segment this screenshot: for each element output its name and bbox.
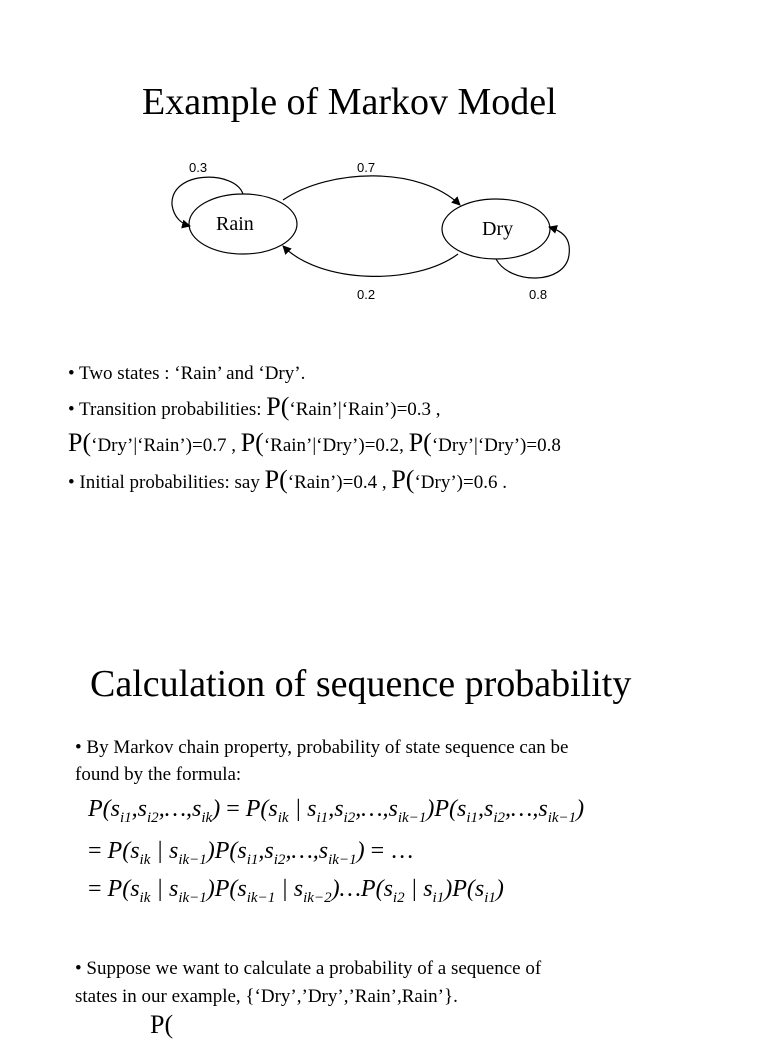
edge-label-dry-rain: 0.2 xyxy=(357,287,376,302)
bullet-initial-probabilities: • Initial probabilities: say P(‘Rain’)=0.4 , P(‘Dry’)=0.6 . xyxy=(68,465,507,494)
edge-label-dry-dry: 0.8 xyxy=(529,287,548,302)
bullet-sequence-example-line1: • Suppose we want to calculate a probability of a sequence of xyxy=(75,958,542,979)
edge-label-rain-rain: 0.3 xyxy=(189,160,208,175)
transition-dry-dry: ‘Dry’|‘Dry’)=0.8 xyxy=(431,435,561,456)
bullet-markov-property-line1: • By Markov chain property, probability of state sequence can be xyxy=(75,737,569,758)
edge-dry-rain xyxy=(283,246,458,276)
edge-rain-dry xyxy=(283,176,460,205)
initial-rain: ‘Rain’)=0.4 , xyxy=(287,472,392,493)
formula-line2: = $P(s_{ik}$ | $s_{ik-1})P(s_{i1},s_{i2},\dots,s_{ik-1})$ = … xyxy=(88,838,415,868)
transition-rain-rain: ‘Rain’|‘Rain’)=0.3 , xyxy=(289,399,441,420)
slide1-title: Example of Markov Model xyxy=(142,81,557,123)
rain-node-label: Rain xyxy=(216,213,254,235)
cutoff-formula-start: P( xyxy=(150,1010,174,1039)
bullet-sequence-example-line2: states in our example, {‘Dry’,’Dry’,’Rain’,Rain’}. xyxy=(75,986,458,1007)
formula-line1: $P(s_{i1},s_{i2},\dots,s_{ik}) = P(s_{ik}$ | $s_{i1},s_{i2},\dots,s_{ik-1})P(s_{i1},s_{i2},\dots,s_{ik-1})$ xyxy=(88,796,585,826)
transition-rain-dry: ‘Rain’|‘Dry’)=0.2, xyxy=(263,435,409,456)
slide2-title: Calculation of sequence probability xyxy=(90,663,632,705)
bullet-transition-probabilities: • Transition probabilities: P(‘Rain’|‘Rain’)=0.3 , xyxy=(68,392,441,421)
transition-probabilities-line2: P(‘Dry’|‘Rain’)=0.7 , P(‘Rain’|‘Dry’)=0.2, P(‘Dry’|‘Dry’)=0.8 xyxy=(68,428,561,457)
transition-prefix: • Transition probabilities: xyxy=(68,399,267,420)
formula-line3: = $P(s_{ik}$ | $s_{ik-1})P(s_{ik-1}$ | $s_{ik-2})\dots P(s_{i2}$ | $s_{i1})P(s_{i1})$ xyxy=(88,876,504,906)
bullet-two-states: • Two states : ‘Rain’ and ‘Dry’. xyxy=(68,363,306,384)
initial-prefix: • Initial probabilities: say xyxy=(68,472,265,493)
dry-node-label: Dry xyxy=(482,218,514,240)
initial-dry: ‘Dry’)=0.6 . xyxy=(414,472,507,493)
edge-label-rain-dry: 0.7 xyxy=(357,160,376,175)
transition-dry-rain: ‘Dry’|‘Rain’)=0.7 , xyxy=(91,435,241,456)
bullet-markov-property-line2: found by the formula: xyxy=(75,764,242,785)
